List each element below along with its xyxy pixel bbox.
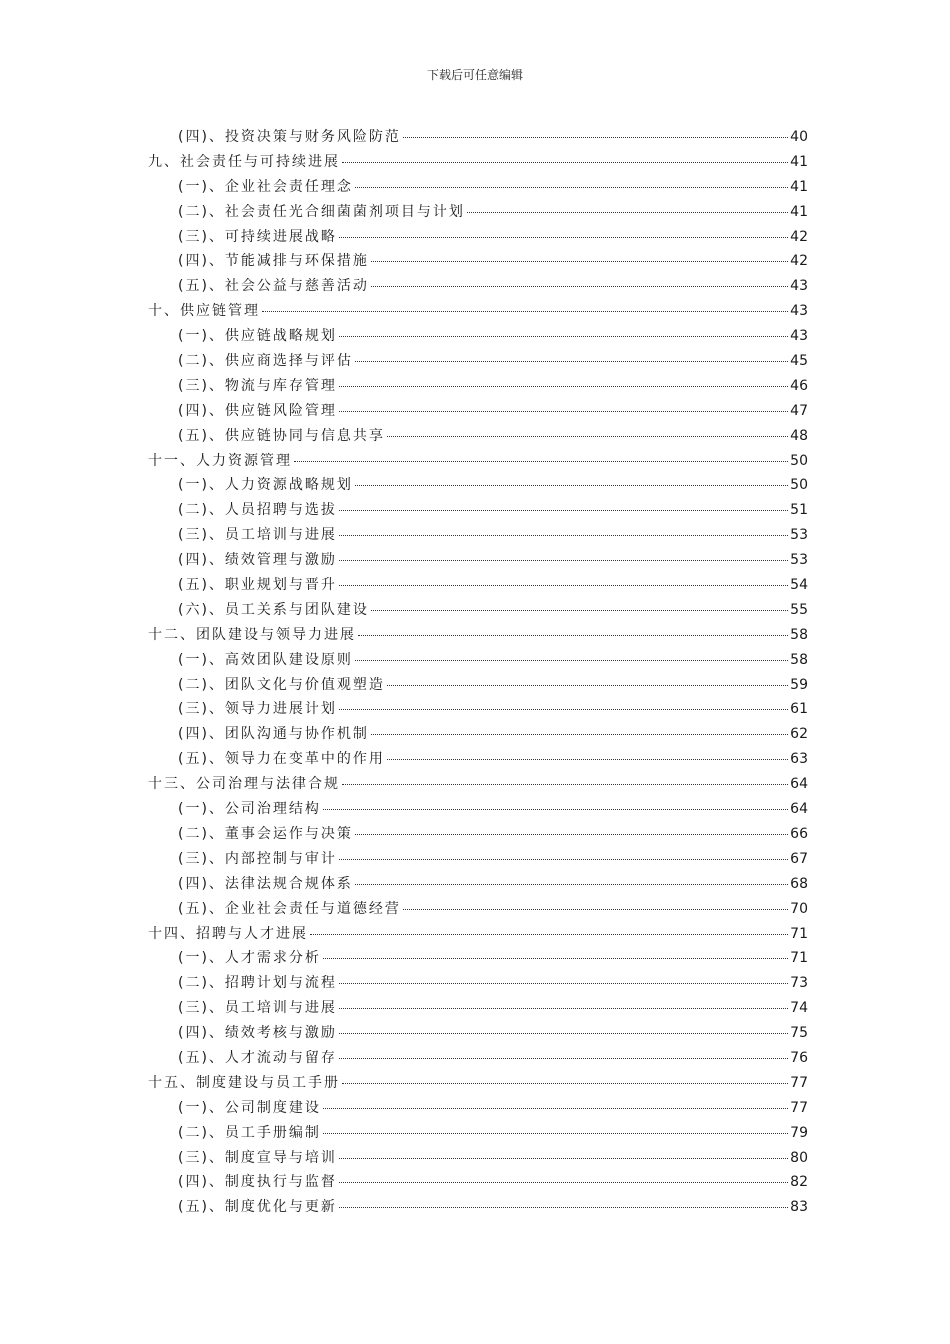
toc-section-entry[interactable] (148, 226, 808, 251)
toc-entry-title: (五)、制度优化与更新 (178, 1199, 337, 1216)
toc-entry-page-number: 63 (790, 751, 808, 768)
toc-entry-title: (一)、公司制度建设 (178, 1099, 321, 1116)
toc-entry-page-number: 43 (790, 303, 808, 320)
dot-leader (355, 361, 788, 362)
toc-entry-title: (四)、投资决策与财务风险防范 (178, 129, 401, 145)
toc-entry-title: (三)、内部控制与审计 (178, 850, 337, 867)
toc-section-entry[interactable] (148, 524, 808, 549)
page-header: 下载后可任意编辑 (426, 68, 523, 82)
toc-section-entry[interactable] (148, 674, 808, 699)
toc-entry-page-number: 75 (790, 1025, 808, 1042)
toc-entry-page-number: 83 (790, 1199, 808, 1216)
toc-entry-title: (二)、员工手册编制 (178, 1124, 321, 1141)
toc-entry-title: (四)、制度执行与监督 (178, 1174, 337, 1191)
toc-entry-page-number: 64 (790, 801, 808, 818)
toc-entry-title: (二)、董事会运作与决策 (178, 825, 353, 842)
toc-entry-page-number: 42 (790, 253, 808, 270)
toc-section-entry[interactable] (148, 474, 808, 499)
dot-leader (355, 187, 788, 188)
dot-leader (339, 859, 788, 860)
toc-entry-page-number: 50 (790, 477, 808, 494)
toc-section-entry[interactable] (148, 898, 808, 923)
dot-leader (339, 709, 788, 710)
dot-leader (355, 660, 788, 661)
toc-section-entry[interactable] (148, 873, 808, 898)
toc-entry-page-number: 64 (790, 776, 808, 793)
toc-entry-title: (二)、团队文化与价值观塑造 (178, 676, 385, 693)
toc-entry-title: (一)、企业社会责任理念 (178, 178, 353, 195)
toc-entry-title: (三)、领导力进展计划 (178, 701, 337, 718)
toc-entry-title: (五)、企业社会责任与道德经营 (178, 900, 401, 917)
toc-entry-page-number: 45 (790, 353, 808, 370)
toc-entry-page-number: 51 (790, 502, 808, 519)
dot-leader (339, 1182, 788, 1183)
dot-leader (323, 1108, 788, 1109)
toc-entry-title: (二)、人员招聘与选拔 (178, 502, 337, 519)
toc-entry-page-number: 40 (790, 129, 808, 145)
toc-entry-title: (一)、公司治理结构 (178, 801, 321, 818)
toc-entry-page-number: 73 (790, 975, 808, 992)
toc-section-entry[interactable] (148, 499, 808, 524)
toc-section-entry[interactable] (148, 250, 808, 275)
toc-entry-title: (三)、员工培训与进展 (178, 527, 337, 544)
toc-entry-title: (一)、人力资源战略规划 (178, 477, 353, 494)
toc-entry-title: 十三、公司治理与法律合规 (148, 776, 340, 793)
toc-section-entry[interactable] (148, 176, 808, 201)
toc-entry-page-number: 41 (790, 178, 808, 195)
toc-entry-page-number: 58 (790, 626, 808, 643)
toc-entry-page-number: 55 (790, 601, 808, 618)
toc-entry-page-number: 76 (790, 1049, 808, 1066)
dot-leader (387, 436, 788, 437)
dot-leader (339, 1207, 788, 1208)
toc-entry-title: (二)、招聘计划与流程 (178, 975, 337, 992)
dot-leader (339, 386, 788, 387)
toc-section-entry[interactable] (148, 649, 808, 674)
dot-leader (262, 311, 788, 312)
dot-leader (342, 784, 788, 785)
toc-section-entry[interactable] (148, 549, 808, 574)
toc-entry-title: (五)、供应链协同与信息共享 (178, 427, 385, 444)
toc-section-entry[interactable] (148, 350, 808, 375)
toc-entry-page-number: 59 (790, 676, 808, 693)
toc-section-entry[interactable] (148, 1147, 808, 1172)
dot-leader (339, 411, 788, 412)
toc-entry-title: (五)、人才流动与留存 (178, 1049, 337, 1066)
toc-section-entry[interactable] (148, 798, 808, 823)
toc-entry-title: 十、供应链管理 (148, 303, 260, 320)
toc-entry-title: (五)、领导力在变革中的作用 (178, 751, 385, 768)
dot-leader (323, 958, 788, 959)
dot-leader (342, 162, 788, 163)
toc-section-entry[interactable] (148, 823, 808, 848)
toc-entry-page-number: 50 (790, 452, 808, 469)
dot-leader (355, 834, 788, 835)
toc-entry-page-number: 47 (790, 402, 808, 419)
toc-section-entry[interactable] (148, 599, 808, 624)
toc-section-entry[interactable] (148, 1122, 808, 1147)
dot-leader (355, 485, 788, 486)
toc-entry-page-number: 74 (790, 1000, 808, 1017)
toc-entry-page-number: 77 (790, 1099, 808, 1116)
toc-section-entry[interactable] (148, 1171, 808, 1196)
toc-entry-page-number: 71 (790, 925, 808, 942)
toc-entry-title: (三)、员工培训与进展 (178, 1000, 337, 1017)
toc-section-entry[interactable] (148, 275, 808, 300)
dot-leader (310, 934, 788, 935)
toc-entry-title: 十二、团队建设与领导力进展 (148, 626, 356, 643)
toc-entry-page-number: 54 (790, 577, 808, 594)
toc-entry-page-number: 62 (790, 726, 808, 743)
toc-entry-title: (四)、绩效管理与激励 (178, 552, 337, 569)
toc-entry-title: (三)、物流与库存管理 (178, 377, 337, 394)
toc-section-entry[interactable] (148, 400, 808, 425)
toc-chapter-entry[interactable] (148, 923, 808, 948)
toc-section-entry[interactable] (148, 425, 808, 450)
dot-leader (358, 635, 788, 636)
dot-leader (339, 983, 788, 984)
toc-entry-page-number: 42 (790, 228, 808, 245)
dot-leader (339, 1008, 788, 1009)
toc-entry-page-number: 61 (790, 701, 808, 718)
toc-section-entry[interactable] (148, 201, 808, 226)
dot-leader (371, 286, 788, 287)
toc-section-entry[interactable] (148, 1022, 808, 1047)
toc-chapter-entry[interactable] (148, 624, 808, 649)
toc-entry-title: (一)、人才需求分析 (178, 950, 321, 967)
dot-leader (339, 1058, 788, 1059)
dot-leader (342, 1083, 788, 1084)
toc-entry-title: (一)、供应链战略规划 (178, 328, 337, 345)
toc-section-entry[interactable] (148, 748, 808, 773)
toc-section-entry[interactable] (148, 574, 808, 599)
toc-entry-title: (二)、社会责任光合细菌菌剂项目与计划 (178, 203, 465, 220)
toc-entry-title: (五)、社会公益与慈善活动 (178, 278, 369, 295)
toc-section-entry[interactable] (148, 723, 808, 748)
toc-entry-title: (四)、绩效考核与激励 (178, 1025, 337, 1042)
dot-leader (339, 336, 788, 337)
toc-entry-title: (四)、节能减排与环保措施 (178, 253, 369, 270)
toc-section-entry[interactable] (148, 972, 808, 997)
toc-entry-page-number: 66 (790, 825, 808, 842)
toc-entry-page-number: 41 (790, 203, 808, 220)
toc-entry-title: (四)、供应链风险管理 (178, 402, 337, 419)
toc-entry-page-number: 77 (790, 1074, 808, 1091)
toc-entry-title: (四)、法律法规合规体系 (178, 875, 353, 892)
dot-leader (323, 809, 788, 810)
toc-entry-page-number: 79 (790, 1124, 808, 1141)
toc-section-entry[interactable] (148, 325, 808, 350)
toc-chapter-entry[interactable] (148, 1072, 808, 1097)
dot-leader (339, 535, 788, 536)
dot-leader (355, 884, 788, 885)
toc-entry-page-number: 82 (790, 1174, 808, 1191)
toc-entry-page-number: 58 (790, 651, 808, 668)
toc-entry-page-number: 70 (790, 900, 808, 917)
toc-chapter-entry[interactable] (148, 450, 808, 475)
toc-entry-title: (一)、高效团队建设原则 (178, 651, 353, 668)
dot-leader (403, 909, 788, 910)
toc-entry-title: (二)、供应商选择与评估 (178, 353, 353, 370)
dot-leader (467, 212, 788, 213)
toc-entry-title: (六)、员工关系与团队建设 (178, 601, 369, 618)
dot-leader (339, 585, 788, 586)
dot-leader (339, 510, 788, 511)
toc-entry-title: 十四、招聘与人才进展 (148, 925, 308, 942)
toc-entry-page-number: 80 (790, 1149, 808, 1166)
dot-leader (339, 1158, 788, 1159)
dot-leader (371, 610, 788, 611)
toc-entry-title: 十五、制度建设与员工手册 (148, 1074, 340, 1091)
toc-entry-page-number: 53 (790, 527, 808, 544)
dot-leader (387, 759, 788, 760)
toc-entry-title: 十一、人力资源管理 (148, 452, 292, 469)
toc-entry-page-number: 53 (790, 552, 808, 569)
toc-section-entry[interactable] (148, 848, 808, 873)
toc-section-entry[interactable] (148, 1097, 808, 1122)
toc-entry-title: (五)、职业规划与晋升 (178, 577, 337, 594)
dot-leader (371, 261, 788, 262)
toc-entry-title: (三)、制度宣导与培训 (178, 1149, 337, 1166)
toc-entry-title: (三)、可持续进展战略 (178, 228, 337, 245)
toc-entry-page-number: 43 (790, 278, 808, 295)
toc-section-entry[interactable] (148, 1196, 808, 1221)
toc-section-entry[interactable] (148, 947, 808, 972)
dot-leader (339, 237, 788, 238)
toc-chapter-entry[interactable] (148, 151, 808, 176)
toc-entry-title: 九、社会责任与可持续进展 (148, 153, 340, 170)
toc-section-entry[interactable] (148, 698, 808, 723)
dot-leader (294, 461, 788, 462)
toc-section-entry[interactable] (148, 997, 808, 1022)
dot-leader (371, 734, 788, 735)
toc-section-entry[interactable] (148, 126, 808, 151)
dot-leader (403, 137, 788, 138)
toc-entry-page-number: 67 (790, 850, 808, 867)
dot-leader (323, 1133, 788, 1134)
toc-section-entry[interactable] (148, 375, 808, 400)
toc-entry-title: (四)、团队沟通与协作机制 (178, 726, 369, 743)
dot-leader (339, 1033, 788, 1034)
toc-entry-page-number: 46 (790, 377, 808, 394)
table-of-contents (148, 126, 808, 1221)
dot-leader (339, 560, 788, 561)
toc-entry-page-number: 68 (790, 875, 808, 892)
toc-chapter-entry[interactable] (148, 300, 808, 325)
toc-entry-page-number: 48 (790, 427, 808, 444)
toc-chapter-entry[interactable] (148, 773, 808, 798)
toc-section-entry[interactable] (148, 1047, 808, 1072)
toc-entry-page-number: 41 (790, 153, 808, 170)
toc-entry-page-number: 71 (790, 950, 808, 967)
dot-leader (387, 685, 788, 686)
toc-entry-page-number: 43 (790, 328, 808, 345)
